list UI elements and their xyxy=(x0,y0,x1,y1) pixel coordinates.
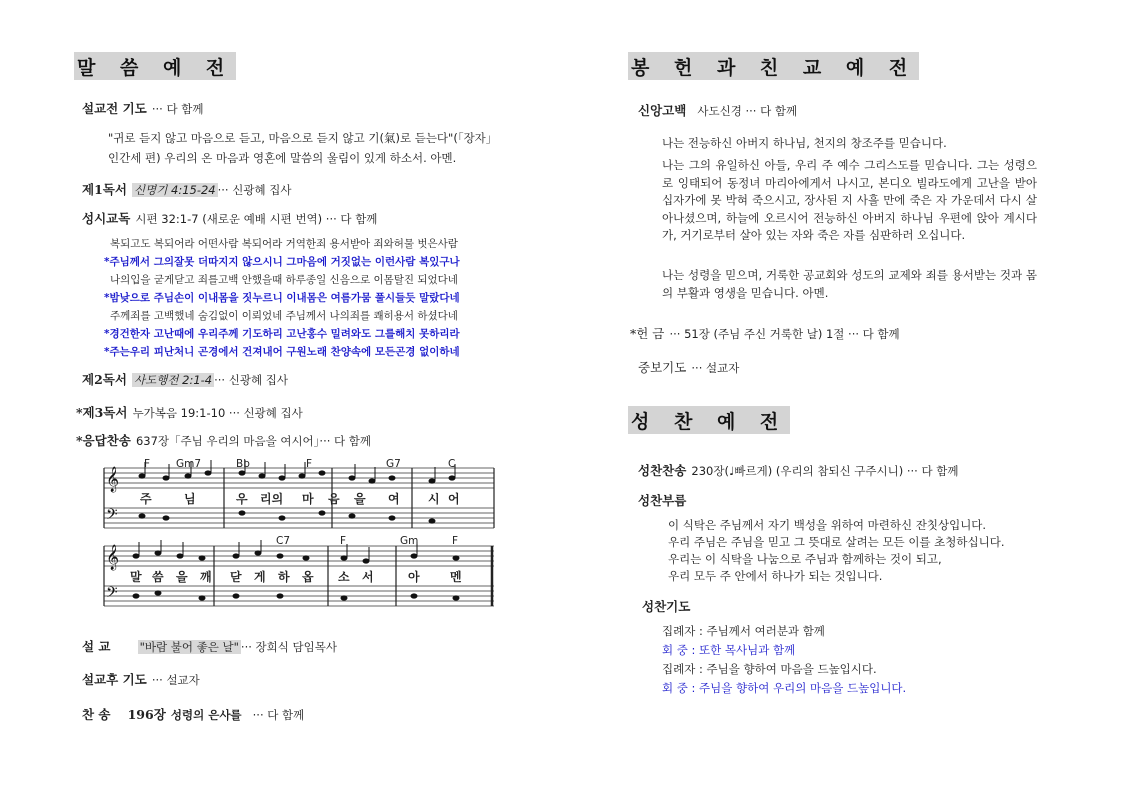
creed-paragraph: 나는 성령을 믿으며, 거룩한 공교회와 성도의 교제와 죄를 용서받는 것과 몸의 부활과 영생을 믿습니다. 아멘. xyxy=(662,268,1037,300)
hymn-title: 성령의 은사를 xyxy=(170,708,242,722)
scripture-ref: 사도행전 2:1-4 xyxy=(134,373,213,387)
lyric-syllable: 시 xyxy=(428,492,440,506)
item-label: 신앙고백 xyxy=(638,103,687,118)
invitation-line: 이 식탁은 주님께서 자기 백성을 위하여 마련하신 잔칫상입니다. xyxy=(668,518,987,532)
psalm-line: 복되고도 복되어라 어떤사람 복되어라 거역한죄 용서받아 죄와허물 벗은사람 xyxy=(110,238,458,250)
prayer-line: 인간세 편) 우리의 온 마음과 영혼에 말씀의 울림이 있게 하소서. 아멘. xyxy=(108,151,457,165)
lyric-syllable: 음 xyxy=(328,492,340,506)
response-hymn-row xyxy=(76,430,371,449)
creed-paragraph: 나는 그의 유일하신 아들, 우리 주 예수 그리스도를 믿습니다. 그는 성령으로 잉태되어 동정녀 마리아에게서 나시고, 본디오 빌라도에게 고난을 받아 십자가에 못 박혀 죽으시고, 장사된 지 사흘 만에 죽은 자 가운데서 다시 살아나셨으며, 하늘에 오르시어 전능하신 아버지 하나님 우편에 앉아 계시다가, 거기로부터 살아 있는 자와 죽은 자를 심판하러 오십니다. xyxy=(662,158,1037,242)
communion-hymn-row xyxy=(638,460,958,479)
section-heading-word: 말 씀 예 전 xyxy=(74,52,236,80)
lyric-syllable: 소 xyxy=(338,570,350,584)
svg-text:𝄢: 𝄢 xyxy=(106,506,118,527)
invitation-line: 우리 주님은 주님을 믿고 그 뜻대로 살려는 모든 이를 초청하십니다. xyxy=(668,535,1005,549)
lyric-syllable: 마 xyxy=(302,492,314,506)
chord-symbol: F xyxy=(144,458,151,470)
chord-symbol: Gm7 xyxy=(176,458,202,470)
item-label: *제3독서 xyxy=(76,405,128,420)
lyric-syllable: 깨 xyxy=(200,570,212,584)
item-text: 시편 32:1-7 (새로운 예배 시편 번역) ··· 다 함께 xyxy=(135,212,378,226)
chord-symbol: F xyxy=(306,458,313,470)
chord-symbol: C xyxy=(448,458,456,470)
svg-text:𝄞: 𝄞 xyxy=(106,467,120,492)
litany-line: 회 중 : 주님을 향하여 우리의 마음을 드높입니다. xyxy=(662,681,907,695)
hymn-row xyxy=(82,704,304,723)
item-label: *응답찬송 xyxy=(76,433,131,448)
lyric-syllable: 말 xyxy=(130,570,142,584)
psalm-line: *주는우리 피난처니 곤경에서 건져내어 구원노래 찬양속에 모든곤경 없이하네 xyxy=(104,346,460,358)
invitation-line: 우리 모두 주 안에서 하나가 되는 것입니다. xyxy=(668,569,883,583)
psalm-line: 주께죄를 고백했네 숨김없이 이뢰었네 주님께서 나의죄를 쾌히용서 하셨다네 xyxy=(110,310,458,322)
lyric-syllable: 님 xyxy=(184,492,196,506)
lyric-syllable: 하 xyxy=(278,570,290,584)
creed-paragraph: 나는 전능하신 아버지 하나님, 천지의 창조주를 믿습니다. xyxy=(662,136,947,150)
lyric-syllable: 을 xyxy=(354,492,366,506)
item-text: ··· 51장 (주님 주신 거룩한 날) 1절 ··· 다 함께 xyxy=(669,327,900,341)
item-label: 제2독서 xyxy=(82,372,127,387)
lyric-syllable: 옵 xyxy=(302,570,314,584)
litany-line: 집례자 : 주님을 향하여 마음을 드높입시다. xyxy=(662,662,877,676)
lyric-syllable: 서 xyxy=(362,570,374,584)
chord-symbol: G7 xyxy=(386,458,401,470)
lyric-syllable: 을 xyxy=(176,570,188,584)
right-page xyxy=(566,0,1131,800)
item-text: ··· 설교자 xyxy=(691,361,740,375)
litany-line: 회 중 : 또한 목사님과 함께 xyxy=(662,643,796,657)
reading2-row xyxy=(82,369,288,388)
lyric-syllable: 씀 xyxy=(152,570,164,584)
chord-symbol: F xyxy=(340,535,347,547)
item-text: 230장(♩빠르게) (우리의 참되신 구주시니) ··· 다 함께 xyxy=(691,464,959,478)
item-text: ··· 신광혜 집사 xyxy=(214,373,288,387)
item-label: 중보기도 xyxy=(638,360,687,375)
pre-sermon-prayer-row xyxy=(82,98,203,117)
item-label: 제1독서 xyxy=(82,182,127,197)
creed-row xyxy=(638,100,797,119)
item-text: ··· 신광혜 집사 xyxy=(217,183,292,197)
lyric-syllable: 어 xyxy=(448,492,460,506)
invitation-line: 우리는 이 식탁을 나눔으로 주님과 함께하는 것이 되고, xyxy=(668,552,942,566)
psalm-line: *경건한자 고난때에 우리주께 기도하리 고난홍수 밀려와도 그를해치 못하리라 xyxy=(104,328,460,340)
item-label: 성시교독 xyxy=(82,211,131,226)
lyric-syllable: 닫 xyxy=(230,570,242,584)
invitation-label: 성찬부름 xyxy=(638,493,687,508)
section-heading-offering: 봉 헌 과 친 교 예 전 xyxy=(628,52,919,80)
music-score-image xyxy=(96,456,500,614)
chord-symbol: C7 xyxy=(276,535,291,547)
scripture-ref: 신명기 4:15-24 xyxy=(134,183,216,197)
item-text: ··· 다 함께 xyxy=(151,102,204,116)
item-text: 637장「주님 우리의 마음을 여시어」··· 다 함께 xyxy=(135,434,372,448)
sermon-row xyxy=(82,636,337,655)
svg-text:𝄞: 𝄞 xyxy=(106,545,120,570)
prayer-line: "귀로 듣지 않고 마음으로 듣고, 마음으로 듣지 않고 기(氣)로 듣는다"(「장자」 xyxy=(108,131,498,145)
post-sermon-prayer-row xyxy=(82,669,200,688)
section-heading-communion: 성 찬 예 전 xyxy=(628,406,790,434)
lyric-syllable: 여 xyxy=(388,492,400,506)
hymn-score xyxy=(96,456,500,614)
chord-symbol: Bb xyxy=(236,458,250,470)
item-label: *헌 금 xyxy=(630,326,665,341)
chord-symbol: Gm xyxy=(400,535,419,547)
item-text: ··· 장희식 담임목사 xyxy=(240,640,337,654)
item-text: ··· 다 함께 xyxy=(252,708,305,722)
item-label: 성찬찬송 xyxy=(638,463,687,478)
reading3-row xyxy=(76,402,303,421)
chord-symbol: F xyxy=(452,535,459,547)
item-label: 설교후 기도 xyxy=(82,672,147,687)
lyric-syllable: 아 xyxy=(408,570,420,584)
reading1-row xyxy=(82,179,291,198)
psalm-reading-row xyxy=(82,208,377,227)
communion-prayer-label: 성찬기도 xyxy=(642,599,691,614)
svg-text:𝄢: 𝄢 xyxy=(106,584,118,605)
intercession-row xyxy=(638,357,739,376)
psalm-line: 나의입을 굳게닫고 죄를고백 안했을때 하루종일 신음으로 이몸탈진 되었다네 xyxy=(110,274,458,286)
lyric-syllable: 게 xyxy=(254,570,266,584)
item-text: 사도신경 ··· 다 함께 xyxy=(697,104,798,118)
item-label: 찬 송 xyxy=(82,707,111,722)
psalm-line: *주님께서 그의잘못 더따지지 않으시니 그마음에 거짓없는 이런사람 복있구나 xyxy=(104,256,460,268)
item-text: 누가복음 19:1-10 ··· 신광혜 집사 xyxy=(132,406,303,420)
psalm-line: *밤낮으로 주님손이 이내몸을 짓누르니 이내몸은 여름가뭄 풀시들듯 말랐다네 xyxy=(104,292,460,304)
lyric-syllable: 멘 xyxy=(450,570,462,584)
litany-line: 집례자 : 주님께서 여러분과 함께 xyxy=(662,624,825,638)
item-label: 설 교 xyxy=(82,639,111,654)
offering-row xyxy=(630,323,900,342)
left-page xyxy=(0,0,565,800)
item-text: ··· 설교자 xyxy=(151,673,200,687)
hymn-number: 196장 xyxy=(127,707,166,722)
lyric-syllable: 우 xyxy=(236,492,248,506)
item-label: 설교전 기도 xyxy=(82,101,147,116)
lyric-syllable: 리의 xyxy=(260,492,284,506)
lyric-syllable: 주 xyxy=(140,492,152,506)
sermon-title: "바람 불어 좋은 날" xyxy=(139,640,239,654)
